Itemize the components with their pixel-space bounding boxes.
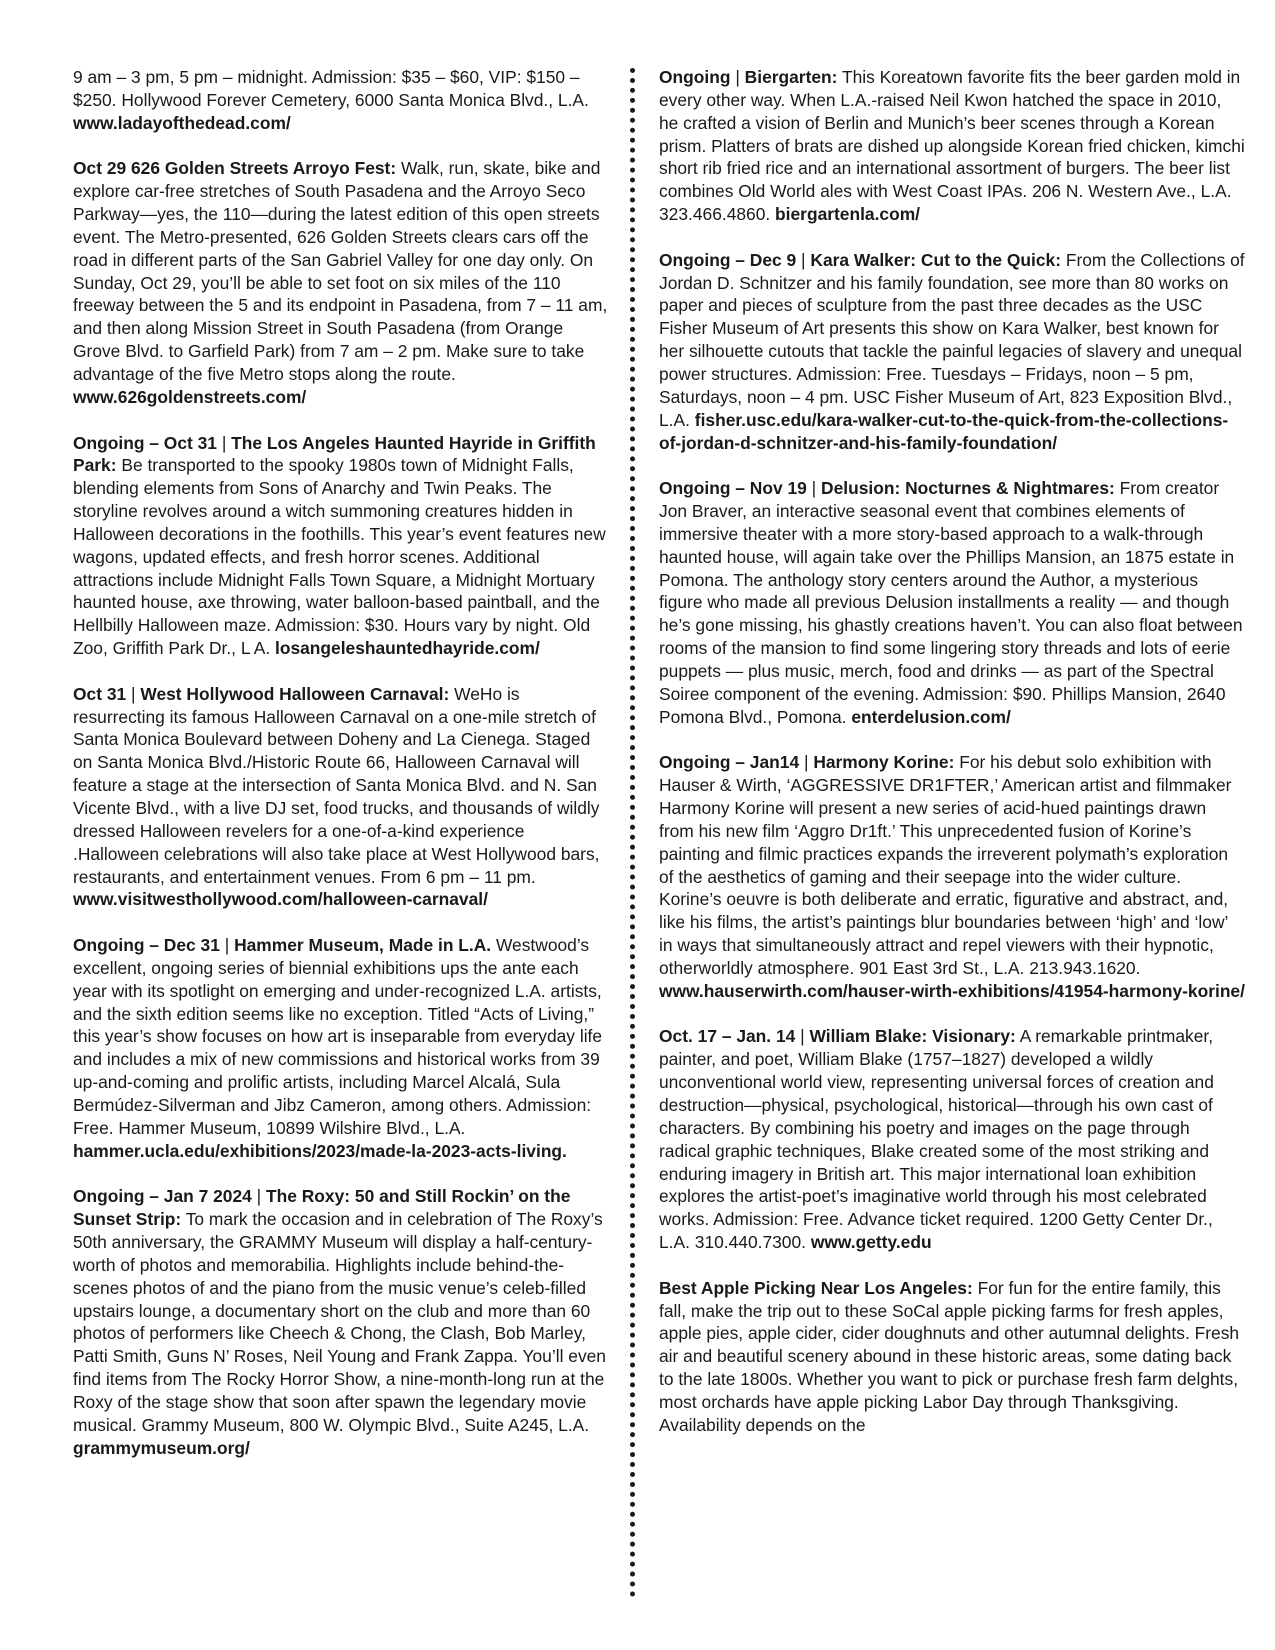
listing-entry — [659, 1277, 1245, 1437]
listing-entry — [73, 1185, 611, 1459]
entry-body: To mark the occasion and in celebration of The Roxy’s 50th anniversary, the GRAMMY Museum will display a half-century-worth of photos and memorabilia. Highlights include behind-the-scenes photos of and the piano from the music venue’s celeb-filled upstairs lounge, a documentary short on the club and more than 60 photos of performers like Cheech & Chong, the Clash, Bob Marley, Patti Smith, Guns N’ Roses, Neil Young and Frank Zappa. You’ll even find items from The Rocky Horror Show, a nine-month-long run at the Roxy of the stage show that soon after spawn the legendary movie musical. Grammy Museum, 800 W. Olympic Blvd., Suite A245, L.A. — [73, 1209, 606, 1435]
entry-date: Best Apple Picking Near Los Angeles: — [659, 1277, 973, 1298]
entry-date: Ongoing – Jan14 — [659, 752, 800, 773]
entry-title: Kara Walker: Cut to the Quick: — [810, 249, 1061, 270]
entry-separator: | — [216, 432, 232, 453]
entry-url[interactable]: biergartenla.com/ — [775, 204, 921, 225]
entry-url[interactable]: losangeleshauntedhayride.com/ — [275, 638, 540, 659]
entry-body: From the Collections of Jordan D. Schnitzer and his family foundation, see more than 80 works on paper and pieces of sculpture from the past three decades as the USC Fisher Museum of Art presents this show on Kara Walker, best known for her silhouette cutouts that tackle the painful legacies of slavery and unequal power structures. Admission: Free. Tuesdays – Fridays, noon – 5 pm, Saturdays, noon – 4 pm. USC Fisher Museum of Art, 823 Exposition Blvd., L.A. — [659, 249, 1245, 430]
entry-date: Oct. 17 – Jan. 14 — [659, 1026, 796, 1047]
entry-title: Hammer Museum, Made in L.A. — [234, 935, 492, 956]
entry-body: Westwood’s excellent, ongoing series of biennial exhibitions ups the ante each year with its spotlight on emerging and under-recognized L.A. artists, and the sixth edition seems like no exception. Titled “Acts of Living,” this year’s show focuses on how art is inseparable from everyday life and includes a mix of new commissions and historical works from 39 up-and-coming and prolific artists, including Marcel Alcalá, Sula Bermúdez-Silverman and Jibz Cameron, among others. Admission: Free. Hammer Museum, 10899 Wilshire Blvd., L.A. — [73, 935, 603, 1138]
entry-url[interactable]: www.visitwesthollywood.com/halloween-carnaval/ — [73, 889, 488, 910]
entry-date: Ongoing – Jan 7 2024 — [73, 1186, 252, 1207]
right-column — [659, 66, 1245, 1459]
entry-separator: | — [795, 1026, 810, 1047]
entry-separator: | — [730, 67, 745, 87]
entry-url[interactable]: www.getty.edu — [810, 1232, 932, 1253]
entry-date: Ongoing – Oct 31 — [73, 432, 217, 453]
listing-entry — [73, 157, 611, 408]
entry-url[interactable]: fisher.usc.edu/kara-walker-cut-to-the-quick-from-the-collections-of-jordan-d-schnitzer-and-his-family-foundation/ — [659, 409, 1229, 453]
column-divider — [630, 68, 635, 1598]
entry-body: Be transported to the spooky 1980s town of Midnight Falls, blending elements from Sons of Anarchy and Twin Peaks. The storyline revolves around a witch summoning creatures hidden in Halloween decorations in the foothills. This year’s event features new wagons, updated effects, and fresh horror scenes. Additional attractions include Midnight Falls Town Square, a Midnight Mortuary haunted house, axe throwing, water balloon-based paintball, and the Hellbilly Halloween maze. Admission: $30. Hours vary by night. Old Zoo, Griffith Park Dr., L A. — [73, 455, 606, 659]
entry-date: Oct 31 — [73, 683, 127, 704]
entry-separator: | — [219, 935, 235, 956]
entry-date: Ongoing – Dec 9 — [659, 249, 797, 270]
listing-entry — [659, 751, 1245, 1002]
entry-title: The Roxy: 50 and Still Rockin’ on the Sunset Strip: — [73, 1186, 571, 1230]
listing-entry — [73, 683, 611, 911]
entry-url[interactable]: hammer.ucla.edu/exhibitions/2023/made-la-2023-acts-living. — [73, 1140, 567, 1161]
listing-entry — [659, 249, 1245, 455]
entry-url[interactable]: www.626goldenstreets.com/ — [73, 386, 307, 407]
listing-entry — [659, 477, 1245, 728]
entry-url[interactable]: www.hauserwirth.com/hauser-wirth-exhibitions/41954-harmony-korine/ — [659, 980, 1245, 1001]
entry-separator: | — [796, 249, 811, 270]
entry-url[interactable]: enterdelusion.com/ — [851, 706, 1011, 727]
entry-url[interactable]: www.ladayofthedead.com/ — [73, 112, 291, 133]
entry-body: For fun for the entire family, this fall, make the trip out to these SoCal apple picking farms for fresh apples, apple pies, apple cider, cider doughnuts and other autumnal delights. Fresh air and beautiful scenery abound in these historic areas, some dating back to the late 1800s. Whether you want to pick or purchase fresh farm delghts, most orchards have apple picking Labor Day through Thanksgiving. Availability depends on the — [659, 1277, 1240, 1435]
entry-title: The Los Angeles Haunted Hayride in Griffith Park: — [73, 432, 596, 476]
listing-entry — [73, 934, 611, 1162]
entry-date: Ongoing – Nov 19 — [659, 478, 807, 499]
entry-body: Walk, run, skate, bike and explore car-free stretches of South Pasadena and the Arroyo Seco Parkway—yes, the 110—during the latest edition of this open streets event. The Metro-presented, 626 Golden Streets clears cars off the road in different parts of the San Gabriel Valley for one day only. On Sunday, Oct 29, you’ll be able to set foot on six miles of the 110 freeway between the 5 and its endpoint in Pasadena, from 7 – 11 am, and then along Mission Street in South Pasadena (from Orange Grove Blvd. to Garfield Park) from 7 am – 2 pm. Make sure to take advantage of the five Metro stops along the route. — [73, 158, 608, 384]
entry-body: This Koreatown favorite fits the beer garden mold in every other way. When L.A.-raised Neil Kwon hatched the space in 2010, he crafted a vision of Berlin and Munich’s beer scenes through a Korean prism. Platters of brats are dished up alongside Korean fried chicken, kimchi short rib fried rice and an international assortment of burgers. The beer list combines Old World ales with West Coast IPAs. 206 N. Western Ave., L.A. 323.466.4860. — [659, 67, 1245, 225]
entry-body: For his debut solo exhibition with Hauser & Wirth, ‘AGGRESSIVE DR1FTER,’ American artist and filmmaker Harmony Korine will present a new series of acid-hued paintings drawn from his new film ‘Aggro Dr1ft.’ This unprecedented fusion of Korine’s painting and filmic practices expands the irreverent polymath’s exploration of the aesthetics of gaming and their seepage into the wider culture. Korine’s oeuvre is both deliberate and erratic, figurative and abstract, and, like his films, the artist’s paintings blur boundaries between ‘high’ and ‘low’ in ways that simultaneously attract and repel viewers with their hypnotic, otherworldly atmosphere. 901 East 3rd St., L.A. 213.943.1620. — [659, 752, 1232, 978]
listing-entry — [73, 66, 611, 135]
entry-body: 9 am – 3 pm, 5 pm – midnight. Admission: $35 – $60, VIP: $150 – $250. Hollywood Forever Cemetery, 6000 Santa Monica Blvd., L.A. — [73, 67, 589, 110]
entry-separator: | — [251, 1186, 266, 1207]
entry-title: Biergarten: — [744, 67, 838, 87]
entry-body: WeHo is resurrecting its famous Halloween Carnaval on a one-mile stretch of Santa Monica Boulevard between Doheny and La Cienega. Staged on Santa Monica Blvd./Historic Route 66, Halloween Carnaval will feature a stage at the intersection of Santa Monica Blvd. and N. San Vicente Blvd., with a live DJ set, food trucks, and thousands of wildly dressed Halloween revelers for a one-of-a-kind experience .Halloween celebrations will also take place at West Hollywood bars, restaurants, and entertainment venues. From 6 pm – 11 pm. — [73, 683, 600, 887]
entry-date: Ongoing — [659, 67, 731, 87]
listing-entry — [659, 1025, 1245, 1253]
listing-entry — [73, 432, 611, 660]
entry-date: Oct 29 626 Golden Streets Arroyo Fest: — [73, 158, 397, 179]
entry-title: Harmony Korine: — [813, 752, 955, 773]
entry-title: William Blake: Visionary: — [809, 1026, 1016, 1047]
entry-separator: | — [126, 683, 141, 704]
listing-entry — [659, 66, 1245, 226]
entry-url[interactable]: grammymuseum.org/ — [73, 1437, 250, 1458]
entry-separator: | — [806, 478, 822, 499]
entry-date: Ongoing – Dec 31 — [73, 935, 220, 956]
entry-title: Delusion: Nocturnes & Nightmares: — [821, 478, 1115, 499]
entry-title: West Hollywood Halloween Carnaval: — [140, 683, 450, 704]
entry-body: From creator Jon Braver, an interactive seasonal event that combines elements of immersive theater with a more story-based approach to a walk-through haunted house, will again take over the Phillips Mansion, an 1875 estate in Pomona. The anthology story centers around the Author, a mysterious figure who made all previous Delusion installments a reality — and though he’s gone missing, his ghastly creations haven’t. You can also float between rooms of the mansion to find some lingering story threads and lots of eerie puppets — plus music, merch, food and drinks — as part of the Spectral Soiree component of the evening. Admission: $90. Phillips Mansion, 2640 Pomona Blvd., Pomona. — [659, 478, 1243, 727]
entry-body: A remarkable printmaker, painter, and poet, William Blake (1757–1827) developed a wildly unconventional world view, representing universal forces of creation and destruction—physical, psychological, historical—through his own cast of characters. By combining his poetry and images on the page through radical graphic techniques, Blake created some of the most striking and enduring imagery in British art. This major international loan exhibition explores the artist-poet’s imaginative world through his most celebrated works. Admission: Free. Advance ticket required. 1200 Getty Center Dr., L.A. 310.440.7300. — [659, 1026, 1214, 1253]
entry-separator: | — [799, 752, 814, 773]
left-column — [73, 66, 611, 1482]
